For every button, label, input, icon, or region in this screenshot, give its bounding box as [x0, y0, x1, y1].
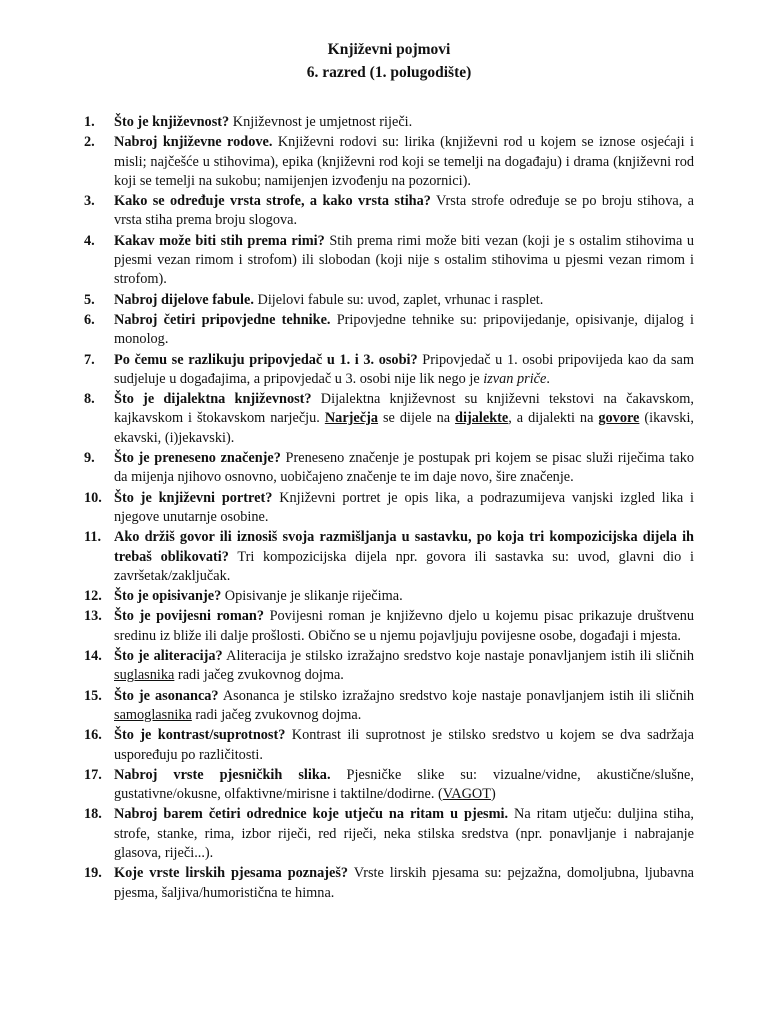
- item-number: 6.: [84, 311, 95, 328]
- question-text: Nabroj književne rodove.: [114, 134, 273, 151]
- item-number: 2.: [84, 134, 95, 151]
- question-text: Nabroj barem četiri odrednice koje utječu na ritam u pjesmi.: [114, 806, 509, 823]
- answer-text: ): [490, 786, 496, 803]
- answer-text: Opisivanje je slikanje riječima.: [221, 588, 403, 605]
- item-text: [114, 607, 694, 646]
- underlined-term: Narječja: [324, 410, 379, 427]
- answer-text: Književni rodovi su: lirika (književni rod u kojem se iznose osjećaji i misli; najčešće u stihovima), epika (književni rod koji se temelji na događaju) i drama (književni rod koji se temelji na sukobu; namijenjen izvođenju na pozornici).: [114, 134, 694, 189]
- italic-text: izvan priče: [483, 370, 547, 387]
- item-text: [114, 489, 694, 528]
- answer-text: Dijelovi fabule su: uvod, zaplet, vrhunac i rasplet.: [253, 291, 544, 308]
- question-text: Nabroj četiri pripovjedne tehnike.: [114, 311, 331, 328]
- list-item: [84, 351, 694, 390]
- item-number: 9.: [84, 450, 95, 467]
- item-number: 16.: [84, 727, 102, 744]
- list-item: [84, 489, 694, 528]
- answer-text: radi jačeg zvukovnog dojma.: [174, 667, 344, 684]
- item-text: [114, 311, 694, 350]
- question-text: Što je asonanca?: [114, 687, 219, 704]
- item-text: [114, 390, 694, 448]
- answer-text: Pjesničke slike su: vizualne/vidne, akustične/slušne, gustativne/okusne, olfaktivne/mirisne i taktilne/dodirne. (: [114, 766, 694, 803]
- question-text: Kako se određuje vrsta strofe, a kako vrsta stiha?: [114, 193, 431, 210]
- answer-text: radi jačeg zvukovnog dojma.: [191, 706, 362, 723]
- list-item: [84, 687, 694, 726]
- list-item: [84, 587, 694, 606]
- list-item: [84, 864, 694, 903]
- item-number: 7.: [84, 351, 95, 368]
- underlined-text: VAGOT: [442, 786, 491, 803]
- list-item: [84, 607, 694, 646]
- item-text: [114, 449, 694, 488]
- list-item: [84, 647, 694, 686]
- item-number: 12.: [84, 588, 102, 605]
- list-item: [84, 390, 694, 448]
- item-number: 5.: [84, 291, 95, 308]
- answer-text: se dijele na: [378, 410, 456, 427]
- list-item: [84, 805, 694, 863]
- question-text: Što je opisivanje?: [114, 588, 222, 605]
- answer-text: Tri kompozicijska dijela npr. govora ili sastavka su: uvod, glavni dio i završetak/zaključak.: [114, 548, 694, 584]
- underlined-text: suglasnika: [114, 667, 175, 684]
- question-text: Nabroj dijelove fabule.: [114, 291, 254, 308]
- item-number: 17.: [84, 766, 102, 783]
- item-number: 15.: [84, 687, 102, 704]
- question-text: Što je povijesni roman?: [114, 608, 264, 625]
- question-text: Što je kontrast/suprotnost?: [114, 727, 286, 744]
- list-item: [84, 291, 694, 310]
- item-text: [114, 351, 694, 390]
- item-number: 4.: [84, 232, 95, 249]
- question-text: Koje vrste lirskih pjesama poznaješ?: [114, 865, 349, 882]
- question-text: Po čemu se razlikuju pripovjedač u 1. i 3. osobi?: [114, 351, 418, 368]
- document-title: Književni pojmovi: [327, 41, 451, 58]
- underlined-text: samoglasnika: [114, 706, 192, 723]
- answer-text: Povijesni roman je književno djelo u kojemu pisac prikazuje društvenu sredinu iz bliže ili dalje prošlosti. Obično se u njemu pojavljuju povijesne osobe, događaji i mjesta.: [114, 608, 694, 644]
- list-item: [84, 311, 694, 350]
- item-text: [114, 726, 694, 765]
- item-text: [114, 687, 694, 726]
- item-number: 8.: [84, 391, 95, 408]
- item-number: 13.: [84, 608, 102, 625]
- list-item: [84, 726, 694, 765]
- item-text: [114, 291, 694, 310]
- item-number: 3.: [84, 193, 95, 210]
- question-text: Ako držiš govor ili iznosiš svoja razmišljanja u sastavku, po koja tri kompozicijska dijela ih trebaš oblikovati?: [114, 529, 694, 565]
- answer-text: Aliteracija je stilsko izražajno sredstvo koje nastaje ponavljanjem istih ili sličnih: [222, 648, 695, 665]
- answer-text: .: [546, 370, 550, 387]
- answer-text: Književnost je umjetnost riječi.: [229, 114, 413, 130]
- list-item: [84, 766, 694, 805]
- item-text: [114, 192, 694, 231]
- question-text: Što je aliteracija?: [114, 648, 223, 665]
- item-text: [114, 232, 694, 290]
- answer-text: Pripovjedne tehnike su: pripovijedanje, opisivanje, dijalog i monolog.: [114, 311, 694, 348]
- item-text: [114, 113, 694, 132]
- answer-text: Na ritam utječu: duljina stiha, strofe, stanke, rima, izbor riječi, red riječi, neka stilska sredstva (npr. ponavljanje i nabrajanje glasova, riječi...).: [114, 806, 694, 861]
- answer-text: Dijalektna književnost su književni tekstovi na čakavskom, kajkavskom i štokavskom narječju.: [114, 391, 694, 427]
- item-text: [114, 133, 694, 191]
- item-text: [114, 528, 694, 586]
- list-item: [84, 232, 694, 290]
- underlined-term: dijalekte: [455, 410, 509, 427]
- answer-text: (ikavski, ekavski, (i)jekavski).: [114, 410, 695, 446]
- document-subtitle: 6. razred (1. polugodište): [306, 64, 472, 81]
- question-text: Što je književni portret?: [114, 489, 273, 506]
- question-list: [84, 113, 694, 903]
- list-item: [84, 133, 694, 191]
- answer-text: Kontrast ili suprotnost je stilsko sredstvo u kojem se dva sadržaja uspoređuju po različitosti.: [114, 727, 694, 763]
- question-text: Što je preneseno značenje?: [114, 450, 281, 467]
- item-text: [114, 805, 694, 863]
- question-text: Kakav može biti stih prema rimi?: [114, 232, 325, 249]
- item-number: 19.: [84, 865, 102, 882]
- answer-text: Pripovjedač u 1. osobi pripovijeda kao da sam sudjeluje u događajima, a pripovjedač u 3. osobi nije lik nego je: [114, 351, 694, 387]
- item-number: 10.: [84, 489, 102, 506]
- question-text: Što je dijalektna književnost?: [114, 391, 312, 408]
- item-text: [114, 766, 694, 805]
- list-item: [84, 528, 694, 586]
- question-text: Nabroj vrste pjesničkih slika.: [114, 766, 331, 783]
- item-number: 11.: [84, 529, 102, 546]
- answer-text: Asonanca je stilsko izražajno sredstvo koje nastaje ponavljanjem istih ili sličnih: [218, 687, 695, 704]
- item-text: [114, 647, 694, 686]
- item-text: [114, 864, 694, 903]
- underlined-term: govore: [598, 410, 640, 427]
- answer-text: Književni portret je opis lika, a podrazumijeva vanjski izgled lika i njegove unutarnje osobine.: [114, 489, 695, 525]
- item-number: 18.: [84, 806, 102, 823]
- item-number: 14.: [84, 648, 102, 665]
- answer-text: Preneseno značenje je postupak pri kojem se pisac služi riječima tako da mijenja njihovo osnovno, uobičajeno značenje te im daje novo, šire značenje.: [114, 450, 694, 486]
- title-block: [84, 38, 694, 84]
- question-text: Što je književnost?: [114, 114, 230, 130]
- answer-text: Vrste lirskih pjesama su: pejzažna, domoljubna, ljubavna pjesma, šaljiva/humoristična te himna.: [114, 865, 694, 901]
- list-item: [84, 449, 694, 488]
- answer-text: Stih prema rimi može biti vezan (koji je s ostalim stihovima u pjesmi vezan rimom i strofom) ili slobodan (koji nije s ostalim stihovima u pjesmi vezan rimom i strofom).: [114, 232, 694, 288]
- item-text: [114, 587, 694, 606]
- list-item: [84, 113, 694, 132]
- item-number: 1.: [84, 114, 95, 130]
- answer-text: Vrsta strofe određuje se po broju stihova, a vrsta stiha prema broju slogova.: [114, 193, 695, 229]
- list-item: [84, 192, 694, 231]
- answer-text: , a dijalekti na: [508, 410, 599, 427]
